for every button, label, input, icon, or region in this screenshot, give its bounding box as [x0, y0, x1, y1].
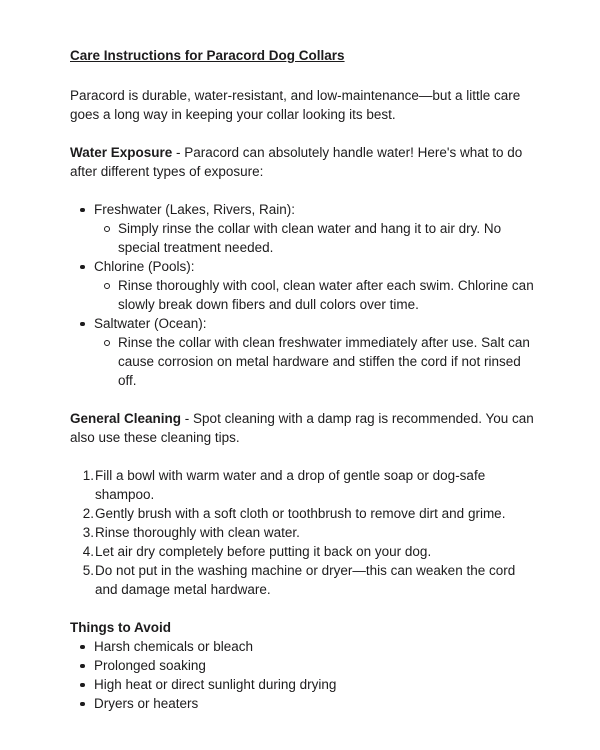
- water-exposure-list: [70, 200, 534, 390]
- avoid-item-text: Harsh chemicals or bleach: [94, 639, 254, 654]
- list-subitem-text: Rinse thoroughly with cool, clean water after each swim. Chlorine can slowly break down fibers and dull colors over time.: [118, 278, 534, 312]
- avoid-item-text: Prolonged soaking: [94, 658, 206, 673]
- list-item-freshwater: [70, 200, 534, 257]
- step-text: Do not put in the washing machine or dryer—this can weaken the cord and damage metal hardware.: [95, 563, 516, 597]
- step-text: Fill a bowl with warm water and a drop of gentle soap or dog-safe shampoo.: [95, 468, 486, 502]
- list-subitem: [94, 276, 534, 314]
- general-cleaning-heading: General Cleaning: [70, 411, 182, 426]
- cleaning-step: [70, 561, 534, 599]
- step-number: 5.: [82, 563, 94, 578]
- list-item-saltwater: [70, 314, 534, 390]
- general-cleaning-paragraph: [70, 409, 534, 447]
- avoid-item: [70, 694, 534, 713]
- intro-paragraph: Paracord is durable, water-resistant, and low-maintenance—but a little care goes a long way in keeping your collar looking its best.: [70, 88, 521, 122]
- general-cleaning-text: - Spot cleaning with a damp rag is recommended. You can also use these cleaning tips.: [70, 411, 534, 445]
- avoid-item: [70, 637, 534, 656]
- water-exposure-text: - Paracord can absolutely handle water! Here's what to do after different types of exposure:: [70, 145, 523, 179]
- chlorine-sublist: [94, 276, 534, 314]
- saltwater-sublist: [94, 333, 534, 390]
- document-title: Care Instructions for Paracord Dog Collars: [70, 48, 345, 63]
- list-subitem: [94, 219, 534, 257]
- step-number: 2.: [82, 506, 94, 521]
- water-exposure-paragraph: [70, 143, 534, 181]
- water-exposure-heading: Water Exposure: [70, 145, 173, 160]
- avoid-item-text: Dryers or heaters: [94, 696, 199, 711]
- step-text: Gently brush with a soft cloth or toothbrush to remove dirt and grime.: [95, 506, 506, 521]
- things-to-avoid-list: [70, 637, 534, 713]
- list-item-label: Freshwater (Lakes, Rivers, Rain):: [94, 202, 296, 217]
- avoid-item: [70, 656, 534, 675]
- cleaning-steps-list: [70, 466, 534, 599]
- list-item-label: Saltwater (Ocean):: [94, 316, 207, 331]
- step-number: 1.: [82, 468, 94, 483]
- step-text: Rinse thoroughly with clean water.: [95, 525, 300, 540]
- list-subitem: [94, 333, 534, 390]
- things-to-avoid-heading: Things to Avoid: [70, 620, 171, 635]
- avoid-item-text: High heat or direct sunlight during drying: [94, 677, 337, 692]
- avoid-item: [70, 675, 534, 694]
- step-number: 3.: [82, 525, 94, 540]
- step-number: 4.: [82, 544, 94, 559]
- list-subitem-text: Rinse the collar with clean freshwater immediately after use. Salt can cause corrosion on metal hardware and stiffen the cord if not rinsed off.: [118, 335, 530, 388]
- list-item-label: Chlorine (Pools):: [94, 259, 195, 274]
- list-item-chlorine: [70, 257, 534, 314]
- freshwater-sublist: [94, 219, 534, 257]
- cleaning-step: [70, 504, 534, 523]
- cleaning-step: [70, 466, 534, 504]
- cleaning-step: [70, 523, 534, 542]
- step-text: Let air dry completely before putting it back on your dog.: [95, 544, 432, 559]
- cleaning-step: [70, 542, 534, 561]
- list-subitem-text: Simply rinse the collar with clean water and hang it to air dry. No special treatment needed.: [118, 221, 502, 255]
